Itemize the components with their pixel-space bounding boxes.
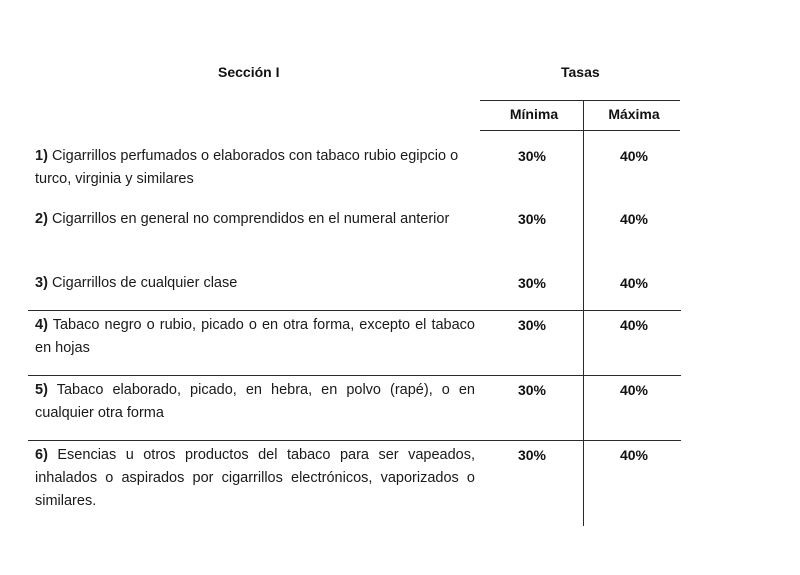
row-description: Esencias u otros productos del tabaco para ser vapeados, inhalados o aspirados por cigarrillos electrónicos, vaporizados o similares. [35,447,475,509]
row-description: Tabaco negro o rubio, picado o en otra forma, excepto el tabaco en hojas [35,317,475,356]
min-rate-header: Mínima [509,106,559,122]
min-rate-value: 30% [517,317,547,333]
row-description: Cigarrillos perfumados o elaborados con tabaco rubio egipcio o turco, virginia y similares [35,148,459,187]
row-description: Cigarrillos en general no comprendidos en el numeral anterior [51,211,450,227]
min-rate-value: 30% [517,211,547,227]
min-rate-value: 30% [517,447,547,463]
table-row [35,145,475,191]
row-number: 6) [35,447,48,463]
rates-header-divider [480,100,680,101]
row-divider [28,440,681,441]
min-rate-value: 30% [517,275,547,291]
row-number: 5) [35,382,48,398]
table-row [35,379,475,425]
max-rate-value: 40% [619,148,649,164]
row-divider [28,310,681,311]
table-row [35,272,475,295]
max-rate-value: 40% [619,447,649,463]
max-rate-value: 40% [619,275,649,291]
max-rate-value: 40% [619,317,649,333]
table-row [35,314,475,360]
section-header: Sección I [218,64,280,80]
rates-column-divider [583,100,584,526]
table-row [35,208,475,231]
subheader-divider [480,130,680,131]
min-rate-value: 30% [517,148,547,164]
max-rate-value: 40% [619,382,649,398]
row-number: 2) [35,211,48,227]
max-rate-value: 40% [619,211,649,227]
row-description: Tabaco elaborado, picado, en hebra, en polvo (rapé), o en cualquier otra forma [35,382,475,421]
min-rate-value: 30% [517,382,547,398]
max-rate-header: Máxima [608,106,660,122]
row-number: 4) [35,317,48,333]
row-description: Cigarrillos de cualquier clase [51,275,238,291]
rates-header: Tasas [561,64,600,80]
row-number: 3) [35,275,48,291]
row-number: 1) [35,148,48,164]
row-divider [28,375,681,376]
table-row [35,444,475,513]
